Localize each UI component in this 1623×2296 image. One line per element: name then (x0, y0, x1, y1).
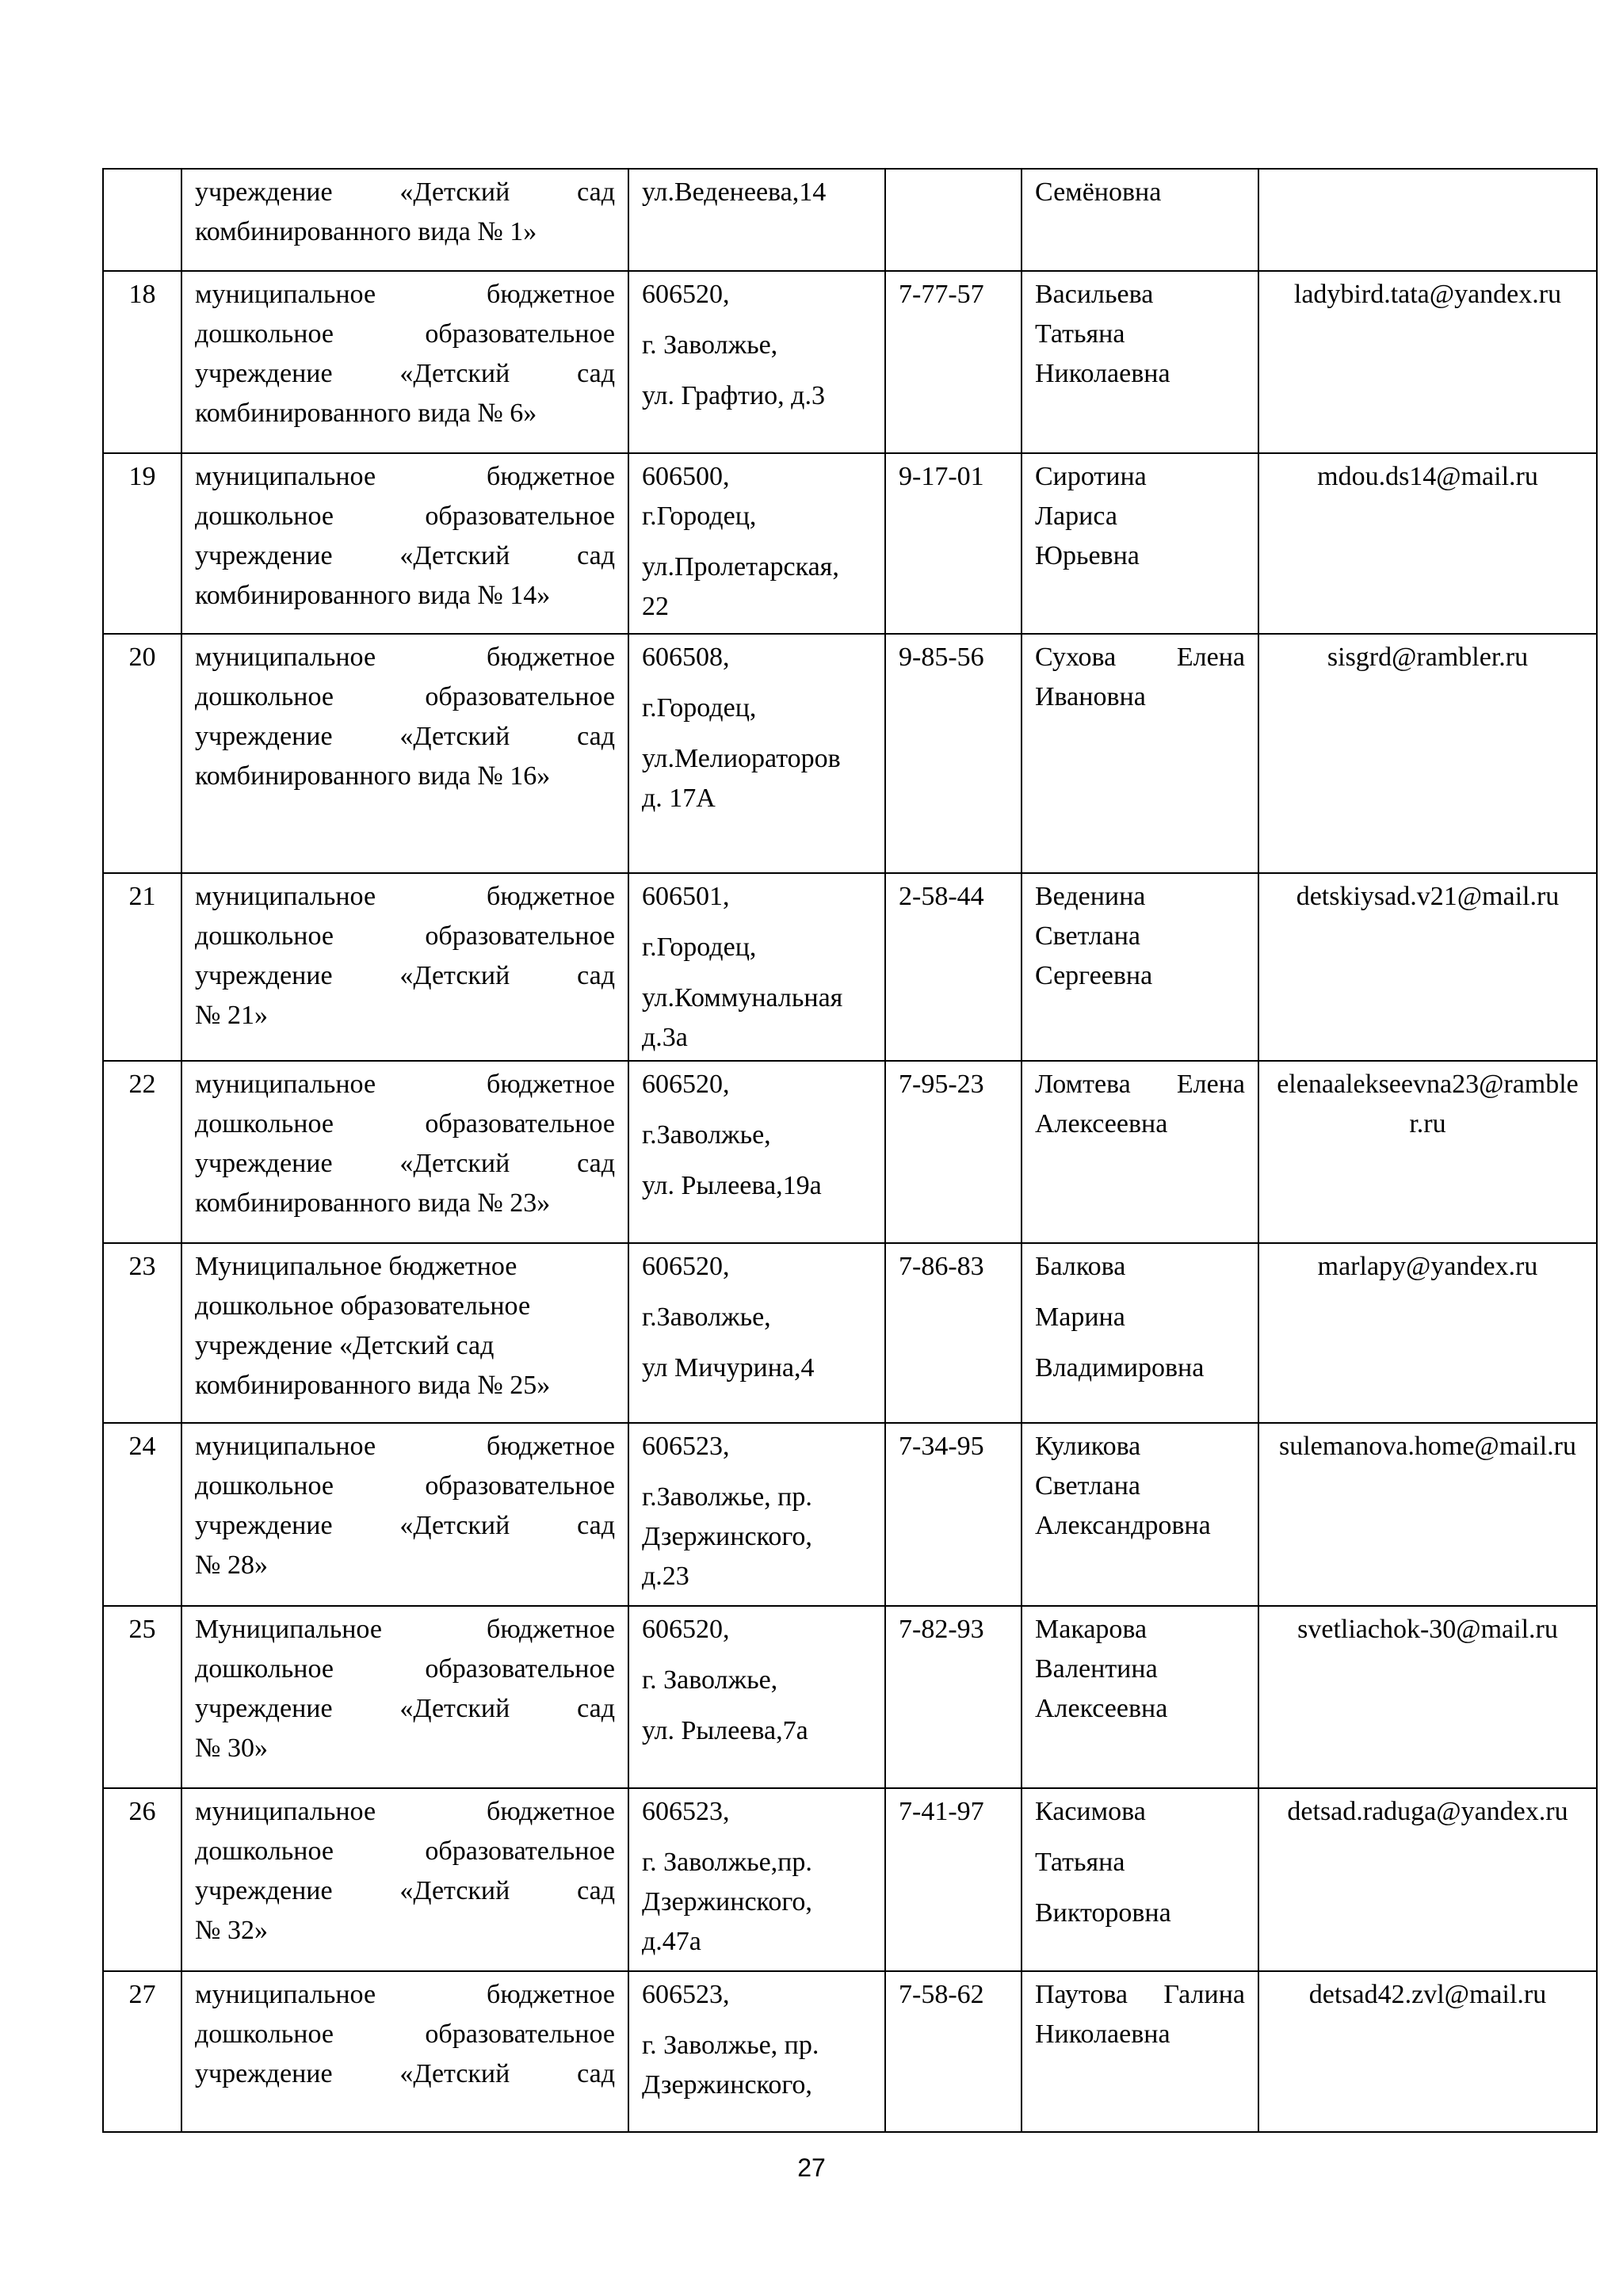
head-name (1022, 271, 1258, 453)
head-name (1022, 873, 1258, 1061)
institution-address (628, 169, 885, 271)
address-line: 606523, (642, 1980, 730, 2009)
phone-number: 7-86-83 (885, 1243, 1022, 1423)
email-address: detsad.raduga@yandex.ru (1258, 1788, 1597, 1971)
address-line: д.3а (642, 1023, 688, 1052)
head-name (1022, 634, 1258, 873)
name-line: муниципальное бюджетное (195, 1070, 615, 1099)
name-line: учреждение «Детский сад (195, 722, 615, 751)
address-line: 606520, (642, 1615, 730, 1644)
address-line: 606520, (642, 1070, 730, 1099)
address-line: 606523, (642, 1432, 730, 1461)
institution-name (181, 634, 628, 873)
address-line: Дзержинского, (642, 2070, 812, 2100)
institution-name (181, 1606, 628, 1788)
person-line: Татьяна (1035, 319, 1125, 349)
table-row (103, 873, 1597, 1061)
address-line: г.Городец, (642, 502, 757, 531)
person-line: Алексеевна (1035, 1109, 1168, 1138)
name-line: дошкольное образовательное (195, 1109, 615, 1138)
institution-name (181, 1971, 628, 2132)
address-line: 606523, (642, 1797, 730, 1826)
name-line: муниципальное бюджетное (195, 1432, 615, 1461)
person-line: Сергеевна (1035, 961, 1153, 990)
name-line: № 21» (195, 1001, 268, 1030)
institution-name (181, 1423, 628, 1606)
name-line: № 30» (195, 1733, 268, 1763)
table-row (103, 1061, 1597, 1243)
person-line: Васильева (1035, 280, 1154, 309)
phone-number: 7-41-97 (885, 1788, 1022, 1971)
person-line: Александровна (1035, 1511, 1211, 1540)
person-line: Юрьевна (1035, 541, 1140, 570)
head-name (1022, 1423, 1258, 1606)
address-line: г. Заволжье, пр. (642, 2031, 819, 2060)
head-name (1022, 1606, 1258, 1788)
row-number: 19 (103, 453, 181, 634)
table-row (103, 271, 1597, 453)
address-line: ул. Рылеева,19а (642, 1171, 822, 1200)
person-line: Татьяна (1035, 1848, 1125, 1877)
name-line: учреждение «Детский сад (195, 1694, 615, 1723)
name-line: муниципальное бюджетное (195, 1980, 615, 2009)
institution-name (181, 169, 628, 271)
address-line: Дзержинского, (642, 1522, 812, 1551)
table-row (103, 634, 1597, 873)
address-line: ул.Коммунальная (642, 983, 843, 1013)
person-line: Паутова Галина (1035, 1980, 1245, 2009)
table-row (103, 169, 1597, 271)
phone-number: 7-77-57 (885, 271, 1022, 453)
name-line: учреждение «Детский сад (195, 1149, 615, 1178)
row-number (103, 169, 181, 271)
address-line: г. Заволжье, (642, 330, 778, 360)
phone-number: 7-95-23 (885, 1061, 1022, 1243)
email-address: mdou.ds14@mail.ru (1258, 453, 1597, 634)
name-line: дошкольное образовательное (195, 319, 615, 349)
address-line: 22 (642, 592, 669, 621)
email-address (1258, 169, 1597, 271)
address-line: 606520, (642, 1252, 730, 1281)
email-address: marlapy@yandex.ru (1258, 1243, 1597, 1423)
name-line: муниципальное бюджетное (195, 882, 615, 911)
name-line: учреждение «Детский сад (195, 359, 615, 388)
name-line: учреждение «Детский сад (195, 1511, 615, 1540)
email-address: svetliachok-30@mail.ru (1258, 1606, 1597, 1788)
head-name (1022, 1971, 1258, 2132)
name-line: дошкольное образовательное (195, 1291, 531, 1321)
address-line: д. 17А (642, 784, 716, 813)
name-line: муниципальное бюджетное (195, 462, 615, 491)
address-line: г. Заволжье,пр. (642, 1848, 812, 1877)
head-name (1022, 1788, 1258, 1971)
person-line: Владимировна (1035, 1353, 1205, 1383)
name-line: комбинированного вида № 1» (195, 217, 537, 246)
row-number: 24 (103, 1423, 181, 1606)
name-line: дошкольное образовательное (195, 2019, 615, 2049)
phone-number: 9-85-56 (885, 634, 1022, 873)
address-line: 606501, (642, 882, 730, 911)
name-line: дошкольное образовательное (195, 502, 615, 531)
phone-number (885, 169, 1022, 271)
address-line: ул. Графтио, д.3 (642, 381, 825, 410)
address-line: ул.Веденеева,14 (642, 177, 827, 207)
page-number: 27 (797, 2153, 826, 2182)
institution-address (628, 873, 885, 1061)
name-line: дошкольное образовательное (195, 1654, 615, 1684)
table-row (103, 1971, 1597, 2132)
person-line: Марина (1035, 1302, 1125, 1332)
person-line: Викторовна (1035, 1898, 1171, 1928)
institution-address (628, 1061, 885, 1243)
name-line: муниципальное бюджетное (195, 280, 615, 309)
name-line: дошкольное образовательное (195, 1836, 615, 1866)
institution-name (181, 1243, 628, 1423)
institution-address (628, 1788, 885, 1971)
person-line: Лариса (1035, 502, 1117, 531)
head-name (1022, 1061, 1258, 1243)
name-line: комбинированного вида № 14» (195, 581, 551, 610)
head-name (1022, 1243, 1258, 1423)
row-number: 27 (103, 1971, 181, 2132)
name-line: муниципальное бюджетное (195, 1797, 615, 1826)
name-line: Муниципальное бюджетное (195, 1615, 615, 1644)
address-line: г. Заволжье, (642, 1665, 778, 1695)
name-line: учреждение «Детский сад (195, 2059, 615, 2088)
institution-address (628, 271, 885, 453)
institution-address (628, 1971, 885, 2132)
email-address: sisgrd@rambler.ru (1258, 634, 1597, 873)
table-row (103, 1606, 1597, 1788)
row-number: 25 (103, 1606, 181, 1788)
name-line: дошкольное образовательное (195, 1471, 615, 1501)
person-line: Алексеевна (1035, 1694, 1168, 1723)
kindergarten-registry-table (102, 168, 1598, 2133)
head-name (1022, 169, 1258, 271)
person-line: Сухова Елена (1035, 643, 1245, 672)
person-line: Балкова (1035, 1252, 1126, 1281)
name-line: Муниципальное бюджетное (195, 1252, 517, 1281)
person-line: Николаевна (1035, 359, 1170, 388)
table-row (103, 453, 1597, 634)
name-line: дошкольное образовательное (195, 921, 615, 951)
row-number: 18 (103, 271, 181, 453)
phone-number: 9-17-01 (885, 453, 1022, 634)
name-line: учреждение «Детский сад (195, 541, 615, 570)
person-line: Ломтева Елена (1035, 1070, 1245, 1099)
address-line: 606508, (642, 643, 730, 672)
address-line: Дзержинского, (642, 1887, 812, 1917)
address-line: ул.Мелиораторов (642, 744, 841, 773)
row-number: 22 (103, 1061, 181, 1243)
address-line: 606520, (642, 280, 730, 309)
person-line: Куликова (1035, 1432, 1141, 1461)
person-line: Светлана (1035, 1471, 1140, 1501)
name-line: дошкольное образовательное (195, 682, 615, 711)
email-address: elenaalekseevna23@rambler.ru (1258, 1061, 1597, 1243)
institution-name (181, 1788, 628, 1971)
person-line: Ивановна (1035, 682, 1146, 711)
person-line: Веденина (1035, 882, 1146, 911)
name-line: учреждение «Детский сад (195, 177, 615, 207)
name-line: № 32» (195, 1916, 268, 1945)
address-line: г.Заволжье, пр. (642, 1482, 812, 1512)
row-number: 23 (103, 1243, 181, 1423)
person-line: Семёновна (1035, 177, 1162, 207)
name-line: учреждение «Детский сад (195, 1876, 615, 1905)
address-line: д.23 (642, 1562, 689, 1591)
phone-number: 2-58-44 (885, 873, 1022, 1061)
person-line: Светлана (1035, 921, 1140, 951)
email-address: detskiysad.v21@mail.ru (1258, 873, 1597, 1061)
person-line: Николаевна (1035, 2019, 1170, 2049)
address-line: г.Городец, (642, 933, 757, 962)
person-line: Касимова (1035, 1797, 1146, 1826)
row-number: 26 (103, 1788, 181, 1971)
address-line: д.47а (642, 1927, 701, 1956)
name-line: муниципальное бюджетное (195, 643, 615, 672)
institution-name (181, 453, 628, 634)
institution-address (628, 1423, 885, 1606)
institution-address (628, 453, 885, 634)
row-number: 21 (103, 873, 181, 1061)
address-line: г.Заволжье, (642, 1302, 771, 1332)
name-line: учреждение «Детский сад (195, 961, 615, 990)
name-line: комбинированного вида № 16» (195, 761, 551, 791)
name-line: комбинированного вида № 25» (195, 1371, 551, 1400)
row-number: 20 (103, 634, 181, 873)
address-line: ул. Рылеева,7а (642, 1716, 808, 1745)
phone-number: 7-82-93 (885, 1606, 1022, 1788)
email-address: sulemanova.home@mail.ru (1258, 1423, 1597, 1606)
table-row (103, 1243, 1597, 1423)
address-line: г.Заволжье, (642, 1120, 771, 1150)
person-line: Валентина (1035, 1654, 1158, 1684)
institution-name (181, 1061, 628, 1243)
name-line: учреждение «Детский сад (195, 1331, 495, 1360)
person-line: Макарова (1035, 1615, 1148, 1644)
head-name (1022, 453, 1258, 634)
institution-name (181, 271, 628, 453)
email-address: detsad42.zvl@mail.ru (1258, 1971, 1597, 2132)
phone-number: 7-34-95 (885, 1423, 1022, 1606)
name-line: комбинированного вида № 23» (195, 1188, 551, 1218)
table-row (103, 1788, 1597, 1971)
name-line: № 28» (195, 1550, 268, 1580)
name-line: комбинированного вида № 6» (195, 399, 537, 428)
institution-address (628, 634, 885, 873)
phone-number: 7-58-62 (885, 1971, 1022, 2132)
institution-address (628, 1606, 885, 1788)
table-row (103, 1423, 1597, 1606)
institution-name (181, 873, 628, 1061)
address-line: 606500, (642, 462, 730, 491)
address-line: ул.Пролетарская, (642, 552, 839, 582)
address-line: г.Городец, (642, 693, 757, 723)
address-line: ул Мичурина,4 (642, 1353, 815, 1383)
person-line: Сиротина (1035, 462, 1147, 491)
email-address: ladybird.tata@yandex.ru (1258, 271, 1597, 453)
institution-address (628, 1243, 885, 1423)
